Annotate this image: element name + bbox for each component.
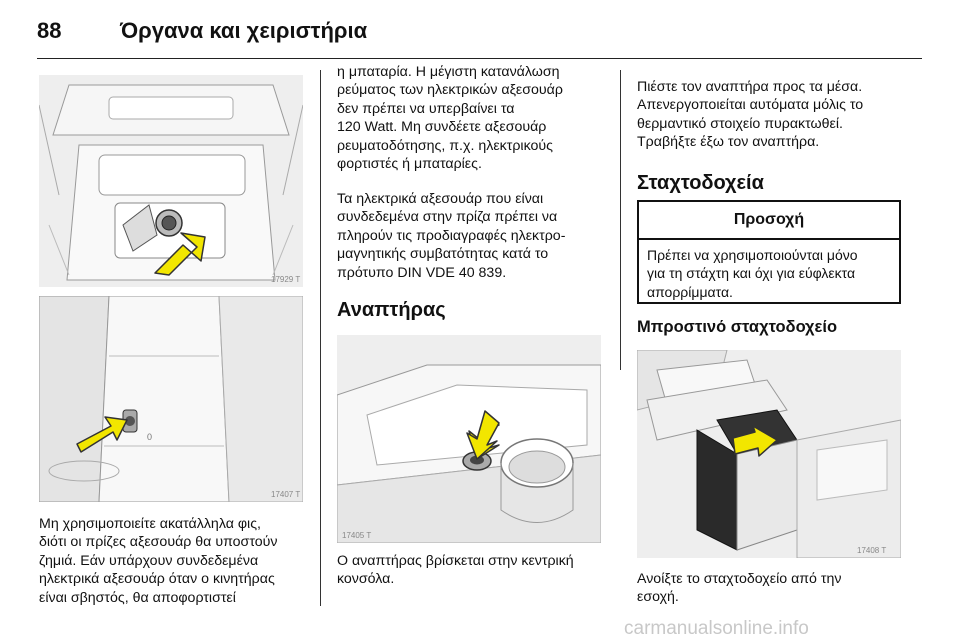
text-line: ρεύματος των ηλεκτρικών αξεσουάρ bbox=[337, 82, 563, 99]
text-line: θερμαντικό στοιχείο πυρακτωθεί. bbox=[637, 115, 843, 132]
text-line: ηλεκτρικά αξεσουάρ όταν ο κινητήρας bbox=[39, 571, 275, 588]
text-line: συνδεδεμένα στην πρίζα πρέπει να bbox=[337, 209, 558, 226]
text-line: κονσόλα. bbox=[337, 571, 395, 588]
text-line: διότι οι πρίζες αξεσουάρ θα υποστούν bbox=[39, 534, 278, 551]
page-header bbox=[37, 14, 922, 54]
col2-paragraph-3 bbox=[337, 552, 574, 589]
caution-body bbox=[639, 240, 899, 301]
text-line: Πιέστε τον αναπτήρα προς τα μέσα. bbox=[637, 79, 863, 95]
text-line: για τη στάχτη και όχι για εύφλεκτα bbox=[647, 265, 856, 282]
col2-paragraph-2 bbox=[337, 190, 565, 282]
text-line: εσοχή. bbox=[637, 589, 679, 606]
figure-code: 17405 T bbox=[342, 531, 372, 540]
text-line: είναι σβηστός, θα αποφορτιστεί bbox=[39, 589, 236, 606]
text-line: πρότυπο DIN VDE 40 839. bbox=[337, 264, 507, 281]
column-divider-right bbox=[620, 70, 621, 370]
text-line: Τα ηλεκτρικά αξεσουάρ που είναι bbox=[337, 191, 544, 207]
figure-socket-rear bbox=[39, 75, 303, 287]
figure-code: 17407 T bbox=[271, 490, 301, 499]
text-line: Απενεργοποιείται αυτόματα μόλις το bbox=[637, 97, 864, 114]
text-line: Ο αναπτήρας βρίσκεται στην κεντρική bbox=[337, 553, 574, 569]
figure-code: 17929 T bbox=[271, 275, 301, 284]
col3-paragraph-1 bbox=[637, 78, 863, 152]
text-line: η μπαταρία. Η μέγιστη κατανάλωση bbox=[337, 64, 560, 80]
text-line: φορτιστές ή μπαταρίες. bbox=[337, 156, 482, 173]
page-number: 88 bbox=[37, 18, 62, 43]
column-divider-left bbox=[320, 70, 321, 606]
figure-lighter bbox=[337, 335, 601, 543]
text-line: ρευματοδότησης, π.χ. ηλεκτρικούς bbox=[337, 137, 553, 154]
text-line: απορρίμματα. bbox=[647, 283, 733, 300]
ashtrays-heading: Σταχτοδοχεία bbox=[637, 172, 764, 194]
text-line: 120 Watt. Μη συνδέετε αξεσουάρ bbox=[337, 119, 547, 136]
col3-paragraph-2 bbox=[637, 570, 841, 607]
text-line: Τραβήξτε έξω τον αναπτήρα. bbox=[637, 134, 820, 151]
col2-paragraph-1 bbox=[337, 63, 563, 173]
chapter-title: Όργανα και χειριστήρια bbox=[120, 18, 368, 43]
text-line: Ανοίξτε το σταχτοδοχείο από την bbox=[637, 571, 842, 587]
svg-text:0: 0 bbox=[147, 432, 153, 442]
header-rule bbox=[37, 58, 922, 59]
text-line: μαγνητικής συμβατότητας κατά το bbox=[337, 246, 549, 263]
text-line: πληρούν τις προδιαγραφές ηλεκτρο- bbox=[337, 227, 566, 244]
lighter-heading: Αναπτήρας bbox=[337, 299, 446, 321]
caution-box bbox=[637, 200, 901, 304]
figure-socket-side bbox=[39, 296, 303, 502]
caution-title: Προσοχή bbox=[639, 202, 899, 240]
col1-paragraph bbox=[39, 515, 277, 607]
watermark: carmanualsonline.info bbox=[624, 618, 809, 639]
figure-code: 17408 T bbox=[857, 546, 887, 555]
text-line: ζημιά. Εάν υπάρχουν συνδεδεμένα bbox=[39, 552, 259, 569]
text-line: Μη χρησιμοποιείτε ακατάλληλα φις, bbox=[39, 516, 261, 532]
text-line: Πρέπει να χρησιμοποιούνται μόνο bbox=[647, 247, 858, 263]
text-line: δεν πρέπει να υπερβαίνει τα bbox=[337, 100, 515, 117]
front-ashtray-subheading: Μπροστινό σταχτοδοχείο bbox=[637, 318, 838, 336]
figure-ashtray bbox=[637, 350, 901, 558]
